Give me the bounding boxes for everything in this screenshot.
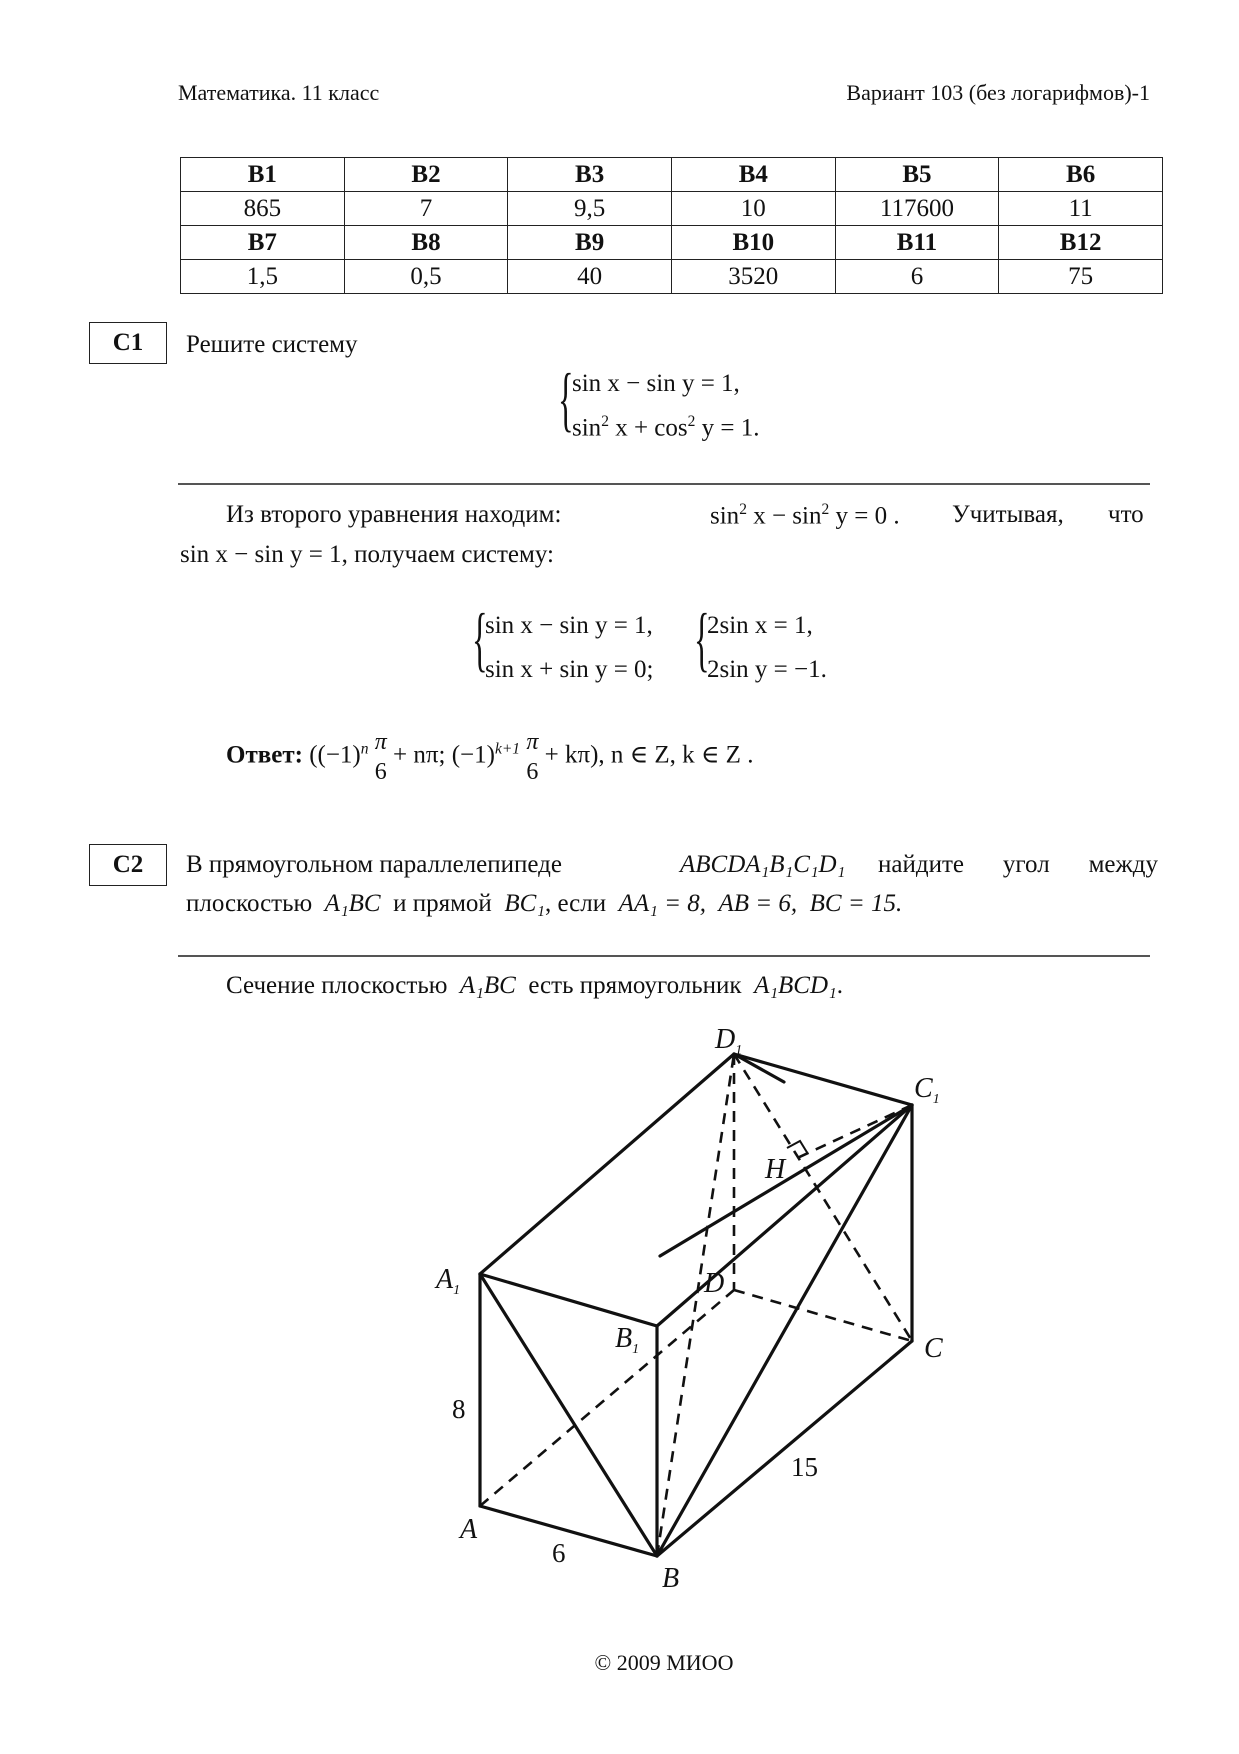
c1-system-a-brace: { xyxy=(472,599,488,679)
table-cell: 117600 xyxy=(835,192,999,226)
edge-b1-c1 xyxy=(657,1105,912,1326)
edge-d1-c1 xyxy=(734,1054,912,1105)
label-a: A xyxy=(460,1514,478,1545)
segment-d1-c1-line xyxy=(734,1054,784,1082)
table-cell: B10 xyxy=(671,226,835,260)
footer-copyright: © 2009 МИОО xyxy=(594,1650,734,1675)
table-cell: 11 xyxy=(999,192,1163,226)
label-b1: $B_1$ xyxy=(615,1323,640,1357)
c1-solution-line2: sin x − sin y = 1, получаем систему: xyxy=(180,541,554,568)
c1-solution-text-a: Из второго уравнения находим: xyxy=(226,501,562,528)
table-cell: 10 xyxy=(671,192,835,226)
segment-c1-h-hidden xyxy=(795,1105,912,1159)
length-ab: 6 xyxy=(552,1538,566,1568)
table-cell: 40 xyxy=(508,260,672,294)
c1-solution-text-c: что xyxy=(1108,501,1144,528)
c2-line1-a: В прямоугольном параллелепипеде xyxy=(186,851,562,878)
c2-line1-math: ABCDA₁B₁C₁D₁ xyxy=(680,851,846,878)
table-cell: 1,5 xyxy=(181,260,345,294)
table-cell: 9,5 xyxy=(508,192,672,226)
length-bc: 15 xyxy=(791,1452,818,1482)
c2-line2: плоскостью A₁BC и прямой BC₁, если AA₁ = 8, AB = 6, BC = 15. xyxy=(186,890,903,917)
table-cell: B4 xyxy=(671,158,835,192)
label-h: H xyxy=(765,1154,786,1185)
answer-label: Ответ: xyxy=(226,741,303,769)
table-cell: B7 xyxy=(181,226,345,260)
table-cell: B8 xyxy=(344,226,508,260)
table-cell: B3 xyxy=(508,158,672,192)
label-b: B xyxy=(662,1563,680,1594)
header-subject: Математика. 11 класс xyxy=(178,80,380,105)
c1-system-b-brace: { xyxy=(694,599,710,679)
c1-system-a-line2: sin x + sin y = 0; xyxy=(485,656,654,683)
label-d: D xyxy=(704,1268,725,1299)
segment-b-d1-hidden xyxy=(657,1054,734,1556)
table-cell: 865 xyxy=(181,192,345,226)
edge-a1-d1 xyxy=(480,1054,734,1274)
length-aa1: 8 xyxy=(452,1394,466,1424)
edge-b-c xyxy=(657,1341,912,1556)
c1-system-b-line1: 2sin x = 1, xyxy=(707,612,813,639)
c1-system-line1: sin x − sin y = 1, xyxy=(572,370,740,397)
table-cell: 0,5 xyxy=(344,260,508,294)
c1-system-brace: { xyxy=(558,359,574,439)
table-cell: 3520 xyxy=(671,260,835,294)
table-cell: B5 xyxy=(835,158,999,192)
label-a1: $A_1$ xyxy=(436,1264,461,1298)
table-cell: B12 xyxy=(999,226,1163,260)
c2-solution: Сечение плоскостью A₁BC есть прямоугольник A₁BCD₁. xyxy=(226,972,843,999)
c1-system-line2: $\sin^2 x + \cos^2 y = 1$. xyxy=(572,413,760,442)
label-c: C xyxy=(924,1333,943,1364)
task-label-c2: C2 xyxy=(89,844,167,886)
c1-solution-math-a: $\sin^2 x - \sin^2 y = 0$ . xyxy=(710,501,900,530)
table-cell: 75 xyxy=(999,260,1163,294)
c1-system-b-line2: 2sin y = −1. xyxy=(707,656,827,683)
label-d1: $D_1$ xyxy=(715,1024,743,1058)
table-cell: B1 xyxy=(181,158,345,192)
c1-task-text: Решите систему xyxy=(186,331,358,358)
table-cell: B9 xyxy=(508,226,672,260)
table-cell: B6 xyxy=(999,158,1163,192)
c1-system-a-line1: sin x − sin y = 1, xyxy=(485,612,653,639)
table-cell: B2 xyxy=(344,158,508,192)
table-cell: 6 xyxy=(835,260,999,294)
segment-c1-inner xyxy=(660,1105,912,1256)
table-cell: 7 xyxy=(344,192,508,226)
c1-answer: Ответ: ($(-1)^n$ π 6 + nπ; $(-1)^{k+1}$ π 6 + kπ), n ∈ Z, k ∈ Z . xyxy=(226,729,754,785)
task-label-c1: C1 xyxy=(89,322,167,364)
header-variant: Вариант 103 (без логарифмов)-1 xyxy=(846,80,1150,105)
label-c1: $C_1$ xyxy=(914,1073,940,1107)
c1-solution-text-b: Учитывая, xyxy=(952,501,1064,528)
c2-line1-b: найдите угол между xyxy=(878,851,1158,878)
table-cell: B11 xyxy=(835,226,999,260)
